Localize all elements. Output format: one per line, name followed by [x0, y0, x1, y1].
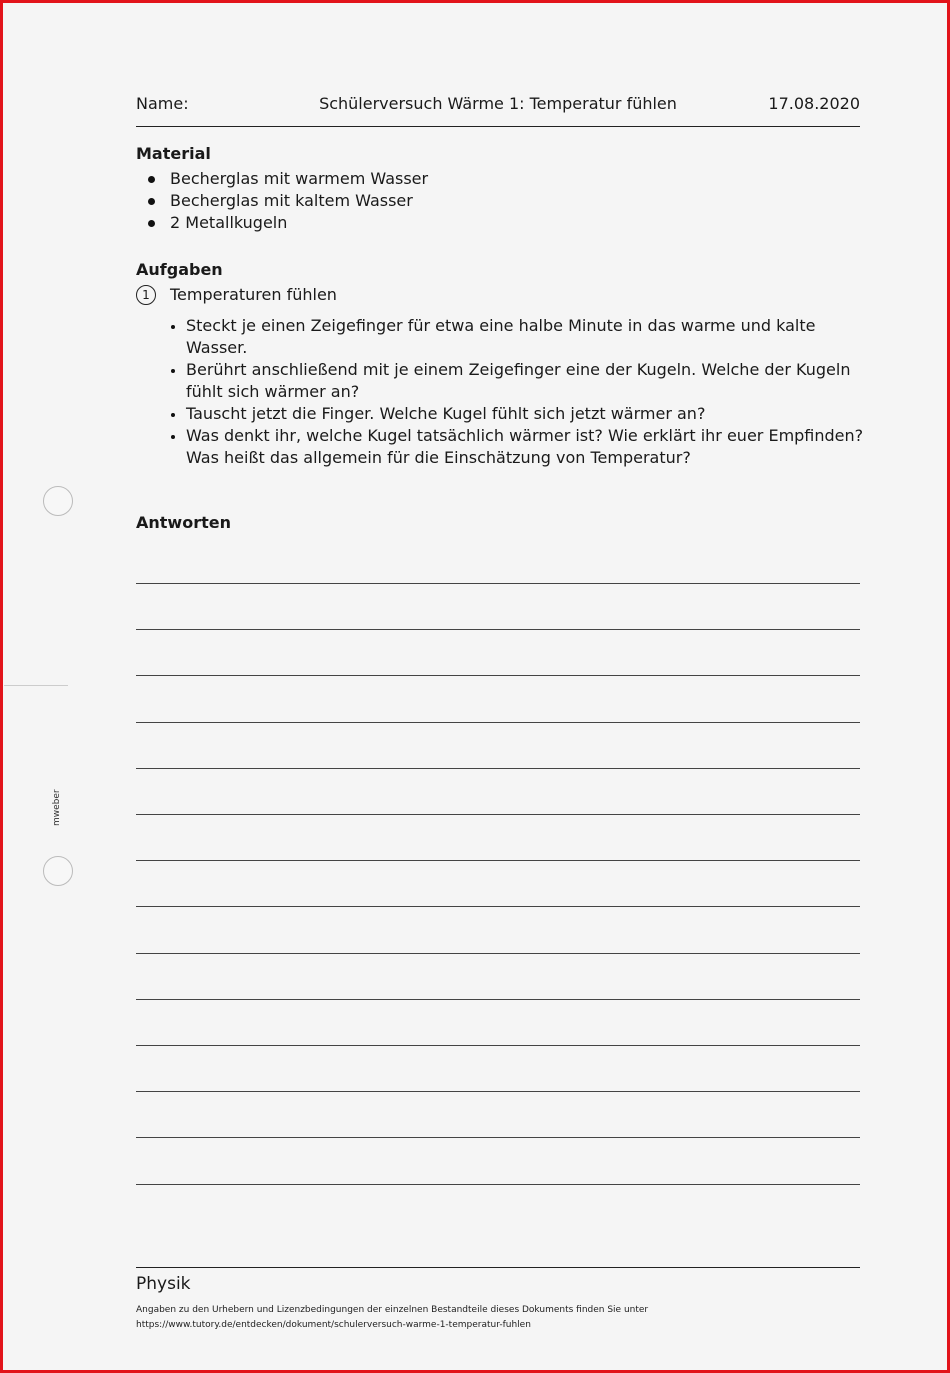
subject-label: Physik [136, 1274, 191, 1294]
task-steps [168, 315, 868, 469]
answer-line[interactable] [136, 999, 860, 1000]
worksheet-date: 17.08.2020 [768, 94, 860, 113]
material-heading: Material [136, 144, 211, 163]
answer-line[interactable] [136, 768, 860, 769]
task-label: Temperaturen fühlen [170, 285, 337, 304]
footer-divider [136, 1267, 860, 1268]
tasks-heading: Aufgaben [136, 260, 223, 279]
step-item: Steckt je einen Zeigefinger für etwa eine halbe Minute in das warme und kalte Wasser. [168, 315, 868, 359]
worksheet-header [136, 92, 860, 127]
answer-line[interactable] [136, 722, 860, 723]
credits-link[interactable]: https://www.tutory.de/entdecken/dokument/schulerversuch-warme-1-temperatur-fuhlen [136, 1320, 531, 1330]
step-item: Berührt anschließend mit je einem Zeigefinger eine der Kugeln. Welche der Kugeln fühlt sich wärmer an? [168, 359, 868, 403]
name-label: Name: [136, 94, 189, 113]
list-item: Becherglas mit kaltem Wasser [136, 190, 428, 212]
bullet-icon [171, 435, 175, 439]
answer-line[interactable] [136, 1137, 860, 1138]
credits-line: Angaben zu den Urhebern und Lizenzbedingungen der einzelnen Bestandteile dieses Dokuments finden Sie unter [136, 1305, 649, 1315]
answer-line[interactable] [136, 1091, 860, 1092]
step-item: Was denkt ihr, welche Kugel tatsächlich wärmer ist? Wie erklärt ihr euer Empfinden? Was heißt das allgemein für die Einschätzung von Temperatur? [168, 425, 868, 469]
bullet-icon [148, 198, 155, 205]
bullet-icon [148, 176, 155, 183]
answer-line[interactable] [136, 1045, 860, 1046]
author-label: mweber [52, 789, 62, 826]
answer-line[interactable] [136, 906, 860, 907]
worksheet-title: Schülerversuch Wärme 1: Temperatur fühlen [319, 94, 677, 113]
bullet-icon [171, 413, 175, 417]
list-item: Becherglas mit warmem Wasser [136, 168, 428, 190]
answer-line[interactable] [136, 629, 860, 630]
answer-line[interactable] [136, 814, 860, 815]
credits-text [136, 1303, 648, 1333]
bullet-icon [171, 325, 175, 329]
answers-heading: Antworten [136, 513, 231, 532]
answer-line[interactable] [136, 1184, 860, 1185]
material-list [136, 168, 428, 234]
answer-line[interactable] [136, 583, 860, 584]
bullet-icon [171, 369, 175, 373]
task-number-badge: 1 [136, 285, 156, 305]
answer-line[interactable] [136, 860, 860, 861]
answer-line[interactable] [136, 675, 860, 676]
fold-mark [4, 685, 68, 686]
answer-line[interactable] [136, 953, 860, 954]
punch-hole-icon [43, 486, 73, 516]
bullet-icon [148, 220, 155, 227]
step-item: Tauscht jetzt die Finger. Welche Kugel fühlt sich jetzt wärmer an? [168, 403, 868, 425]
list-item: 2 Metallkugeln [136, 212, 428, 234]
punch-hole-icon [43, 856, 73, 886]
